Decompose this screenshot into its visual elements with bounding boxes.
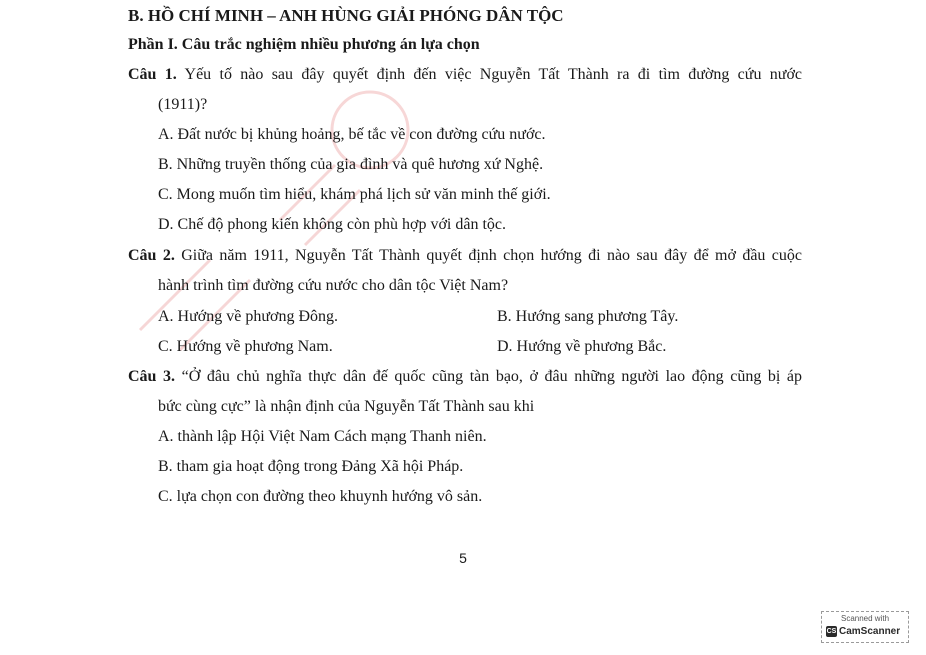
question-1-option-d: D. Chế độ phong kiến không còn phù hợp với dân tộc.: [158, 216, 506, 233]
question-1-option-b: B. Những truyền thống của gia đình và quê hương xứ Nghệ.: [158, 156, 544, 173]
question-2-option-d: D. Hướng về phương Bắc.: [497, 338, 667, 355]
question-3-option-a: A. thành lập Hội Việt Nam Cách mạng Thanh niên.: [158, 428, 487, 445]
question-3-option-b: B. tham gia hoạt động trong Đảng Xã hội Pháp.: [158, 458, 464, 475]
question-1-line2: (1911)?: [158, 96, 208, 113]
question-2-number: Câu 2.: [128, 247, 175, 264]
question-3-option-c: C. lựa chọn con đường theo khuynh hướng vô sản.: [158, 488, 483, 505]
question-1-option-a: A. Đất nước bị khủng hoảng, bế tắc về con đường cứu nước.: [158, 126, 546, 143]
question-2-line1: [128, 246, 802, 266]
question-1-option-c: C. Mong muốn tìm hiểu, khám phá lịch sử văn minh thế giới.: [158, 186, 551, 203]
camscanner-stamp: [821, 611, 909, 643]
section-title: B. HỒ CHÍ MINH – ANH HÙNG GIẢI PHÓNG DÂN TỘC: [128, 6, 564, 25]
question-3-text: “Ở đâu chủ nghĩa thực dân đế quốc cũng tàn bạo, ở đâu những người lao động cũng bị áp: [181, 368, 803, 385]
question-3-line1: [128, 367, 802, 387]
question-2-line2: hành trình tìm đường cứu nước cho dân tộc Việt Nam?: [158, 277, 509, 294]
question-2-option-a: A. Hướng về phương Đông.: [158, 308, 339, 325]
question-1-line1: [128, 65, 802, 85]
question-3-number: Câu 3.: [128, 368, 176, 385]
camscanner-name: CamScanner: [839, 626, 901, 637]
question-2-option-c: C. Hướng về phương Nam.: [158, 338, 333, 355]
camscanner-brand: [826, 626, 900, 637]
page-number: 5: [459, 550, 467, 566]
scanned-with-label: Scanned with: [840, 614, 890, 623]
part-title: Phần I. Câu trắc nghiệm nhiều phương án lựa chọn: [128, 36, 480, 53]
question-1-text: Yếu tố nào sau đây quyết định đến việc Nguyễn Tất Thành ra đi tìm đường cứu nước: [184, 66, 803, 83]
question-2-text: Giữa năm 1911, Nguyễn Tất Thành quyết định chọn hướng đi nào sau đây để mở đầu cuộc: [181, 247, 803, 264]
question-1-number: Câu 1.: [128, 66, 177, 83]
camscanner-logo-icon: CS: [826, 628, 837, 635]
question-2-option-b: B. Hướng sang phương Tây.: [497, 308, 679, 325]
question-3-line2: bức cùng cực” là nhận định của Nguyễn Tất Thành sau khi: [158, 398, 535, 415]
